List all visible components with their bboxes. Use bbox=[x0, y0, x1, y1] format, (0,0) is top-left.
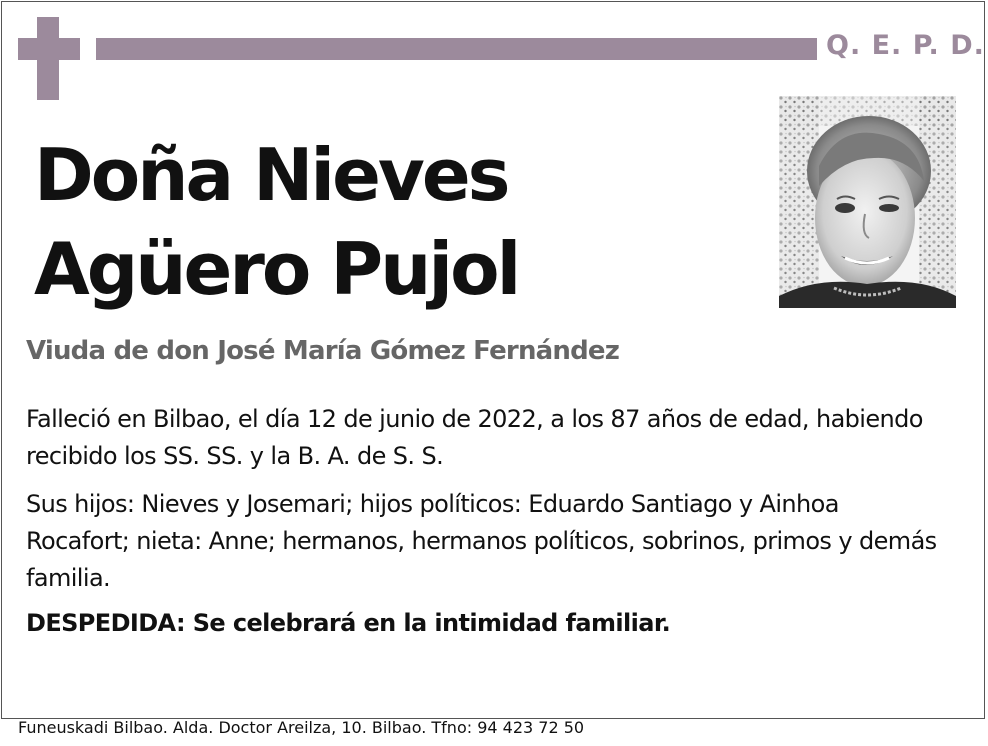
header-rule bbox=[96, 38, 817, 60]
cross-icon-horizontal bbox=[18, 38, 80, 60]
funeral-home-footer: Funeuskadi Bilbao. Alda. Doctor Areilza, 10. Bilbao. Tfno: 94 423 72 50 bbox=[18, 718, 585, 737]
deceased-name bbox=[34, 128, 518, 316]
deceased-name-line1: Doña Nieves bbox=[34, 133, 508, 217]
farewell-notice: DESPEDIDA: Se celebrará en la intimidad familiar. bbox=[26, 609, 671, 637]
deceased-name-line2: Agüero Pujol bbox=[34, 227, 519, 311]
family-list: Sus hijos: Nieves y Josemari; hijos políticos: Eduardo Santiago y Ainhoa Rocafort; nieta: Anne; hermanos, hermanos políticos, sobrinos, primos y demás familia. bbox=[26, 490, 937, 592]
portrait-photo bbox=[779, 96, 956, 308]
portrait-image bbox=[779, 96, 956, 308]
qepd-mark: Q. E. P. D. bbox=[826, 30, 985, 61]
death-announcement: Falleció en Bilbao, el día 12 de junio de 2022, a los 87 años de edad, habiendo recibido los SS. SS. y la B. A. de S. S. bbox=[26, 405, 923, 470]
widow-subtitle: Viuda de don José María Gómez Fernández bbox=[26, 336, 620, 366]
